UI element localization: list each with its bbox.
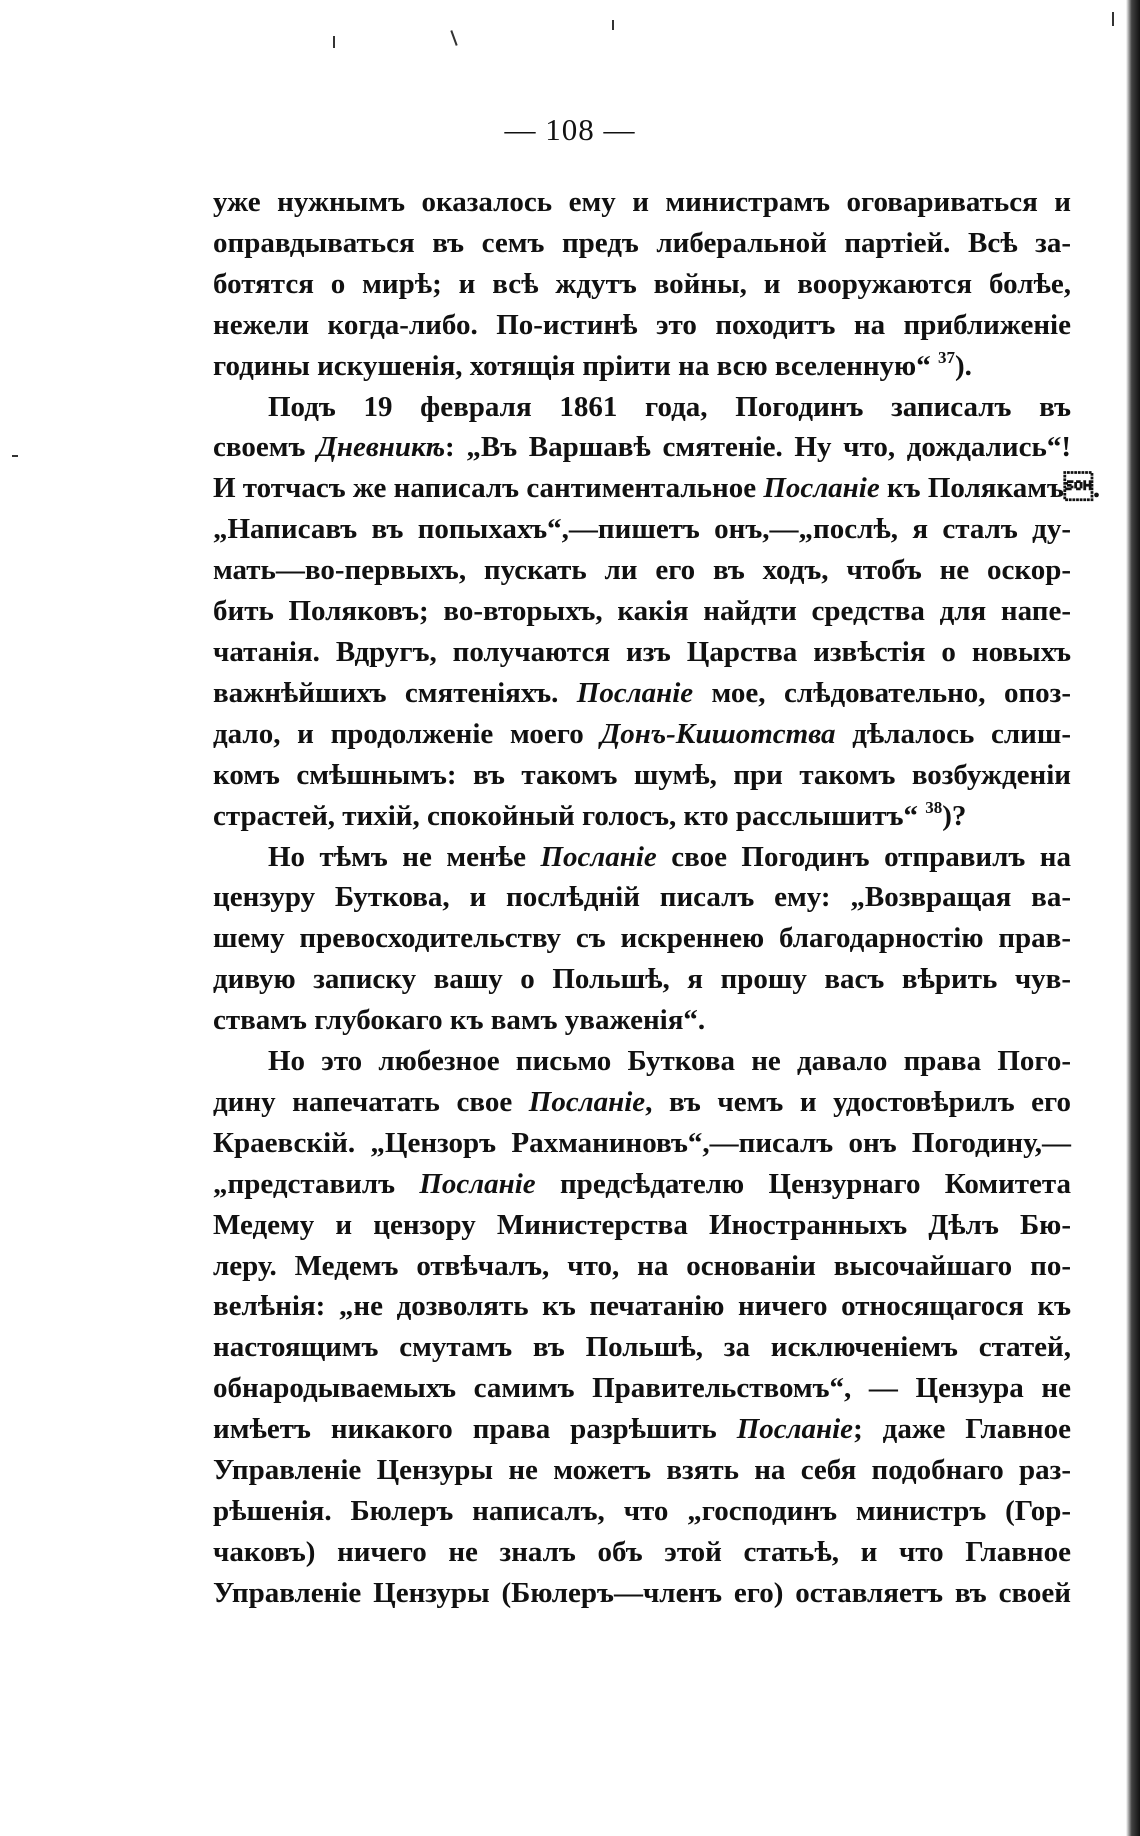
text-line: оправдываться въ семъ предъ либеральной партіей. Всѣ за-: [213, 226, 1071, 259]
text-line: Но это любезное письмо Буткова не давало права Пого-: [268, 1045, 1071, 1078]
text-line: мать—во-первыхъ, пускать ли его въ ходъ, чтобъ не оскор-: [213, 554, 1071, 587]
scan-speck: [333, 36, 335, 48]
text-line: цензуру Буткова, и послѣдній писалъ ему: „Возвращая ва-: [213, 881, 1071, 914]
scan-speck: [1112, 12, 1114, 26]
text-line: „представилъ Посланіе предсѣдателю Цензурнаго Комитета: [213, 1167, 1071, 1200]
paragraph-3: [213, 837, 1071, 1042]
text-line: леру. Медемъ отвѣчалъ, что, на основаніи высочайшаго по-: [213, 1249, 1071, 1282]
text-line: дивую записку вашу о Польшѣ, я прошу васъ вѣрить чув-: [213, 963, 1071, 996]
text-line: нежели когда-либо. По-истинѣ это походитъ на приближеніе: [213, 308, 1071, 341]
text-line: Медему и цензору Министерства Иностранныхъ Дѣлъ Бю-: [213, 1208, 1071, 1241]
text-line: Но тѣмъ не менѣе Посланіе свое Погодинъ отправилъ на: [268, 840, 1071, 873]
text-line: дало, и продолженіе моего Донъ-Кишотства дѣлалось слиш-: [213, 717, 1071, 750]
text-line: важнѣйшихъ смятеніяхъ. Посланіе мое, слѣдовательно, опоз-: [213, 676, 1071, 709]
text-line: рѣшенія. Бюлеръ написалъ, что „господинъ министръ (Гор-: [213, 1495, 1071, 1527]
text-line: настоящимъ смутамъ въ Польшѣ, за исключеніемъ статей,: [213, 1331, 1071, 1364]
text-line: комъ смѣшнымъ: въ такомъ шумѣ, при такомъ возбужденіи: [213, 758, 1071, 791]
text-line: ствамъ глубокаго къ вамъ уваженія“.: [213, 1004, 706, 1037]
text-line: дину напечатать свое Посланіе, въ чемъ и удостовѣрилъ его: [213, 1085, 1071, 1118]
text-line: Управленіе Цензуры (Бюлеръ—членъ его) оставляетъ въ своей: [213, 1576, 1071, 1609]
text-line: годины искушенія, хотящія пріити на всю вселенную“ $^{37}$).: [213, 347, 972, 382]
paragraph-4: [213, 1041, 1071, 1614]
text-line: велѣнія: „не дозволять къ печатанію ничего относящагося къ: [213, 1290, 1071, 1323]
text-line: шему превосходительству съ искреннею благодарностію прав-: [213, 922, 1071, 955]
scan-speck: [12, 455, 18, 457]
scan-speck: [450, 30, 457, 46]
text-line: Краевскій. „Цензоръ Рахманиновъ“,—писалъ онъ Погодину,—: [213, 1126, 1071, 1159]
text-line: Управленіе Цензуры не можетъ взять на себя подобнаго раз-: [213, 1454, 1071, 1487]
text-line: страстей, тихій, спокойный голосъ, кто расслышитъ“ $^{38}$)?: [213, 797, 967, 832]
text-line: Подъ 19 февраля 1861 года, Погодинъ записалъ въ: [268, 390, 1071, 423]
text-line: „Написавъ въ попыхахъ“,—пишетъ онъ,—„послѣ, я сталъ ду-: [213, 513, 1071, 546]
text-line: чатанія. Вдругъ, получаются изъ Царства извѣстія о новыхъ: [213, 635, 1071, 668]
paragraph-1: [213, 182, 1071, 387]
body-text: [213, 182, 1101, 1614]
text-line: имѣетъ никакого права разрѣшить Посланіе; даже Главное: [213, 1413, 1071, 1446]
text-line: И тотчасъ же написалъ сантиментальное Посланіе къ Полякамъ.: [213, 472, 1101, 505]
scan-speck: [612, 20, 614, 30]
page-binding-edge: [1126, 0, 1140, 1836]
paragraph-2: [213, 387, 1101, 837]
text-line: обнародываемыхъ самимъ Правительствомъ“, — Цензура не: [213, 1372, 1071, 1405]
text-line: чаковъ) ничего не зналъ объ этой статьѣ, и что Главное: [213, 1535, 1071, 1568]
text-line: бить Поляковъ; во-вторыхъ, какія найдти средства для напе-: [213, 595, 1071, 628]
page-number: — 108 —: [504, 112, 636, 147]
text-line: своемъ Дневникѣ: „Въ Варшавѣ смятеніе. Ну что, дождались“!: [213, 431, 1071, 464]
text-line: ботятся о мирѣ; и всѣ ждутъ войны, и вооружаются болѣе,: [213, 267, 1071, 300]
text-line: уже нужнымъ оказалось ему и министрамъ оговариваться и: [213, 186, 1071, 218]
